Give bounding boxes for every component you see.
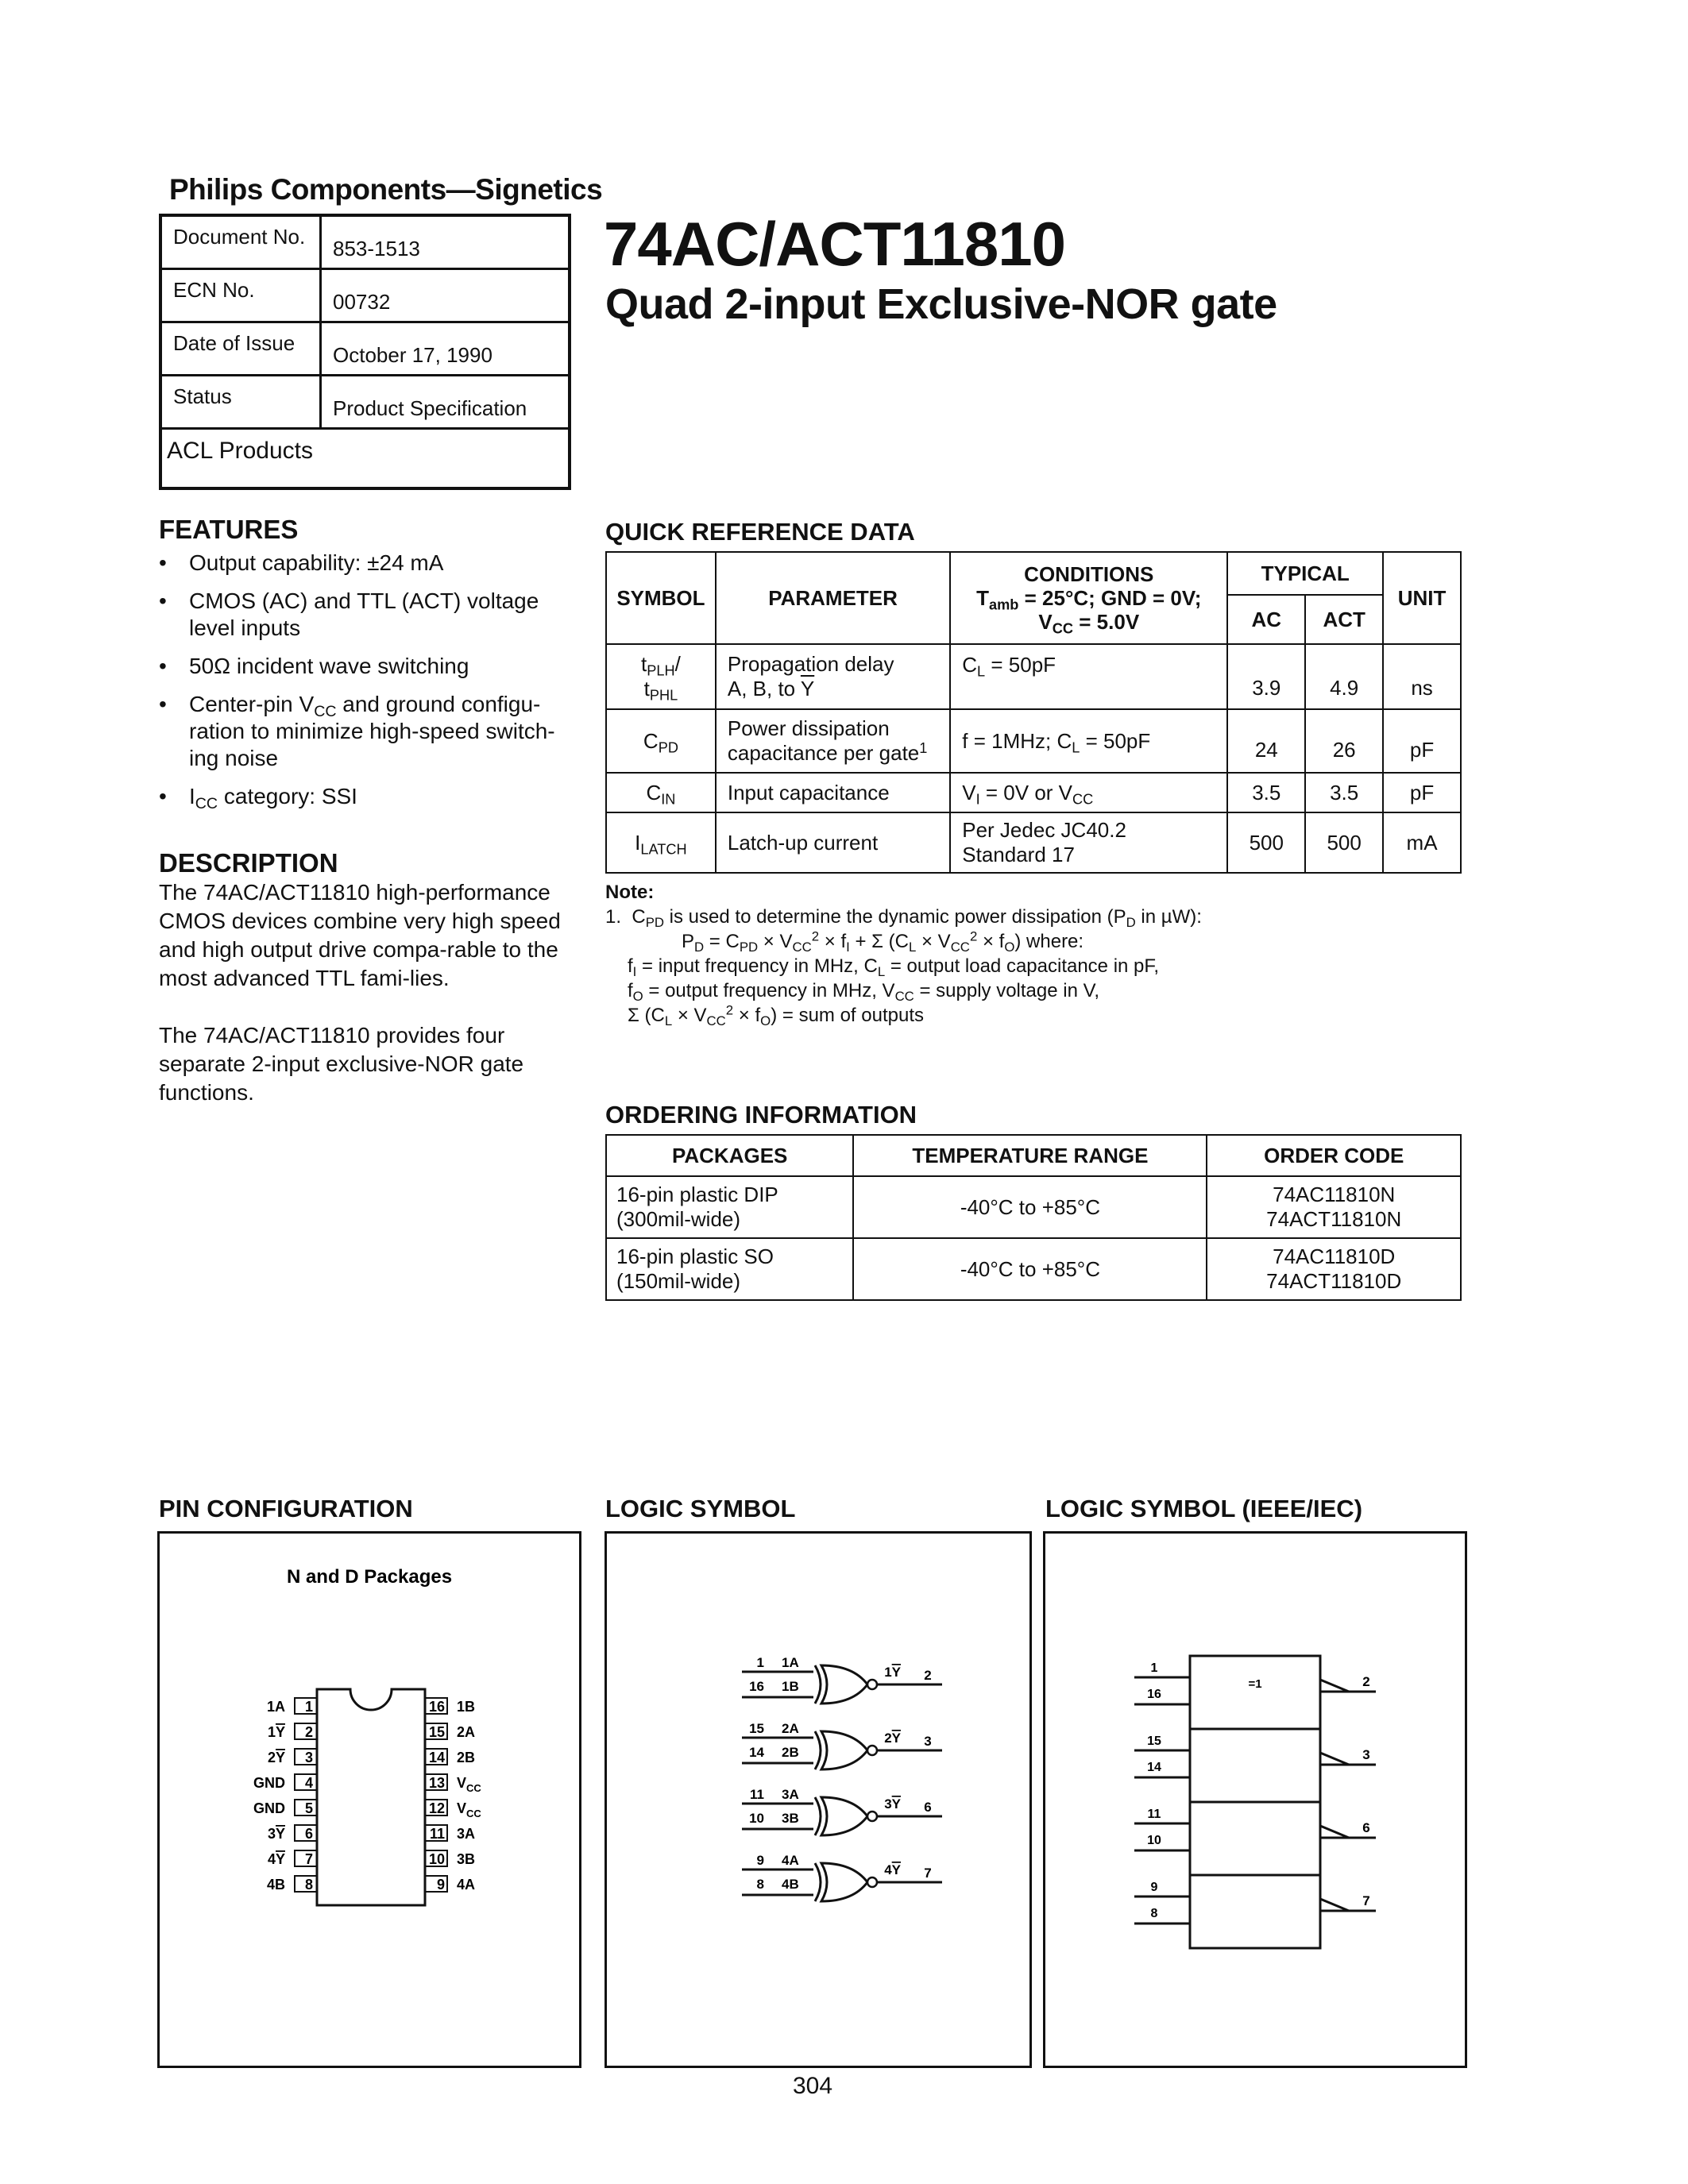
- conditions-cell: $V_I = 0V$ or $V_{CC}$: [950, 773, 1227, 812]
- part-description-title: Quad 2-input Exclusive-NOR gate: [605, 280, 1277, 328]
- output-name: 4Y: [884, 1862, 901, 1877]
- pin-number: 9: [436, 1877, 445, 1893]
- note-formula: $P_D = C_{PD} \times V_{CC}^2 \times f_I + \Sigma$ $(C_L \times V_{CC}^2 \times f_O)$ where:: [682, 928, 1084, 955]
- doc-value: 853-1513: [321, 215, 570, 269]
- product-line: ACL Products: [160, 429, 570, 489]
- ordering-heading: ORDERING INFORMATION: [605, 1101, 917, 1129]
- doc-row: [160, 429, 570, 489]
- output-name: 1Y: [884, 1665, 901, 1680]
- pin-number: 15: [749, 1721, 764, 1736]
- description-section: [159, 848, 588, 1136]
- col-header-order-code: ORDER CODE: [1207, 1135, 1461, 1176]
- inversion-bubble: [867, 1877, 877, 1887]
- pin-number: 10: [1147, 1834, 1161, 1847]
- pin-number: 11: [750, 1787, 764, 1802]
- col-header-packages: PACKAGES: [606, 1135, 853, 1176]
- unit-value: pF: [1383, 709, 1461, 773]
- pin-number: 8: [304, 1877, 313, 1893]
- doc-value: October 17, 1990: [321, 322, 570, 376]
- pin-number: 16: [749, 1679, 764, 1694]
- xor-curve: [815, 1863, 821, 1901]
- gate-box: [1190, 1875, 1320, 1948]
- pin-number: 6: [924, 1800, 932, 1815]
- iec-gate-block: [1134, 1729, 1376, 1802]
- description-heading: DESCRIPTION: [159, 848, 338, 878]
- package-cell: 16-pin plastic DIP (300mil-wide): [606, 1176, 853, 1238]
- company-name: Philips Components—Signetics: [169, 173, 603, 206]
- pin-number: 13: [428, 1775, 445, 1791]
- pin-number: 6: [304, 1826, 313, 1842]
- feature-item: • $I_{CC}$ category: SSI: [159, 784, 357, 812]
- iec-gate-block: [1134, 1875, 1376, 1948]
- input-name: 1A: [782, 1655, 799, 1670]
- symbol-cell: $t_{PLH}/$ $t_{PHL}$: [606, 644, 716, 709]
- logic-symbol-iec-diagram: [1043, 1531, 1467, 2068]
- parameter-cell: Power dissipation capacitance per gate$^1$: [716, 709, 950, 773]
- pin-name: 3Y: [267, 1826, 285, 1842]
- pin-name: 4A: [457, 1877, 476, 1893]
- bullet-icon: •: [159, 784, 167, 808]
- ac-value: 24: [1227, 709, 1305, 773]
- doc-row: [160, 376, 570, 429]
- pin-name: 4Y: [267, 1851, 285, 1867]
- table-row: [606, 1176, 1461, 1238]
- doc-row: [160, 215, 570, 269]
- logic-symbol-diagram: [605, 1531, 1032, 2068]
- pin-number: 3: [1362, 1747, 1370, 1762]
- xnor-gates-diagram: [607, 1534, 1029, 2066]
- note-heading: Note:: [605, 882, 655, 903]
- order-code-cell: 74AC11810D 74ACT11810D: [1207, 1238, 1461, 1300]
- bullet-icon: •: [159, 550, 167, 575]
- input-name: 3B: [782, 1811, 799, 1826]
- xnor-function-label: =1: [1248, 1677, 1262, 1691]
- description-paragraph: The 74AC/ACT11810 provides four separate 2-input exclusive-NOR gate functions.: [159, 1023, 524, 1105]
- input-name: 4A: [782, 1853, 799, 1868]
- dip-package-diagram: [160, 1534, 579, 2066]
- parameter-cell: Input capacitance: [716, 773, 950, 812]
- ac-value: 3.5: [1227, 773, 1305, 812]
- pin-number: 15: [1147, 1734, 1161, 1748]
- pin-number: 7: [1362, 1893, 1370, 1908]
- pin-name: 2A: [457, 1724, 476, 1740]
- table-row: [606, 1238, 1461, 1300]
- col-header-symbol: SYMBOL: [606, 552, 716, 644]
- pin-number: 11: [1147, 1808, 1161, 1821]
- pin-configuration-heading: PIN CONFIGURATION: [159, 1495, 413, 1522]
- act-value: 26: [1305, 709, 1383, 773]
- col-header-temperature: TEMPERATURE RANGE: [853, 1135, 1207, 1176]
- inversion-bubble: [867, 1812, 877, 1821]
- doc-label: ECN No.: [160, 269, 321, 322]
- pin-number: 11: [429, 1826, 445, 1842]
- col-header-parameter: PARAMETER: [716, 552, 950, 644]
- note-definition: $f_O$ = output frequency in MHz, $V_{CC}$ = supply voltage in V,: [628, 980, 1100, 1005]
- pin-number: 12: [428, 1800, 445, 1816]
- pin-number: 2: [924, 1668, 932, 1683]
- output-name: 2Y: [884, 1731, 901, 1746]
- temperature-cell: -40°C to +85°C: [853, 1238, 1207, 1300]
- table-row: [606, 644, 1461, 709]
- bullet-icon: •: [159, 654, 167, 678]
- pin-configuration-diagram: [157, 1531, 581, 2068]
- xnor-gate: [742, 1721, 942, 1769]
- quick-reference-heading: QUICK REFERENCE DATA: [605, 518, 915, 546]
- symbol-cell: $I_{LATCH}$: [606, 812, 716, 873]
- feature-item: • CMOS (AC) and TTL (ACT) voltage level inputs: [159, 588, 539, 640]
- ic-body: [317, 1689, 425, 1905]
- features-heading: FEATURES: [159, 515, 299, 544]
- input-name: 2B: [782, 1745, 799, 1760]
- col-header-typical: TYPICAL: [1227, 552, 1383, 595]
- pin-number: 9: [756, 1853, 764, 1868]
- doc-row: [160, 269, 570, 322]
- description-paragraph: The 74AC/ACT11810 high-performance CMOS devices combine very high speed and high output drive compa-rable to the most advanced TTL fami-lies.: [159, 880, 561, 990]
- col-header-unit: UNIT: [1383, 552, 1461, 644]
- page-number: 304: [792, 2073, 833, 2099]
- act-value: 3.5: [1305, 773, 1383, 812]
- conditions-cell: Per Jedec JC40.2 Standard 17: [950, 812, 1227, 873]
- parameter-cell: Propagation delay A, B, to $\overline{Y}$: [716, 644, 950, 709]
- pin-number: 3: [304, 1750, 313, 1765]
- pin-number: 7: [304, 1851, 313, 1867]
- ordering-table: [605, 1134, 1462, 1301]
- gate-box: [1190, 1656, 1320, 1729]
- ac-value: 500: [1227, 812, 1305, 873]
- inversion-bubble: [867, 1680, 877, 1689]
- xor-curve: [815, 1797, 821, 1835]
- pin-number: 8: [1150, 1907, 1158, 1920]
- pin-number: 9: [1150, 1881, 1158, 1894]
- pin-number: 1: [756, 1655, 764, 1670]
- doc-label: Document No.: [160, 215, 321, 269]
- pin-number: 10: [428, 1851, 445, 1867]
- part-number-title: 74AC/ACT11810: [604, 209, 1065, 279]
- iec-gate-block: [1134, 1802, 1376, 1875]
- or-body: [821, 1731, 867, 1769]
- conditions-cell: $C_L = 50pF$: [950, 644, 1227, 709]
- doc-value: 00732: [321, 269, 570, 322]
- table-row: [606, 812, 1461, 873]
- note-definition: Σ $(C_L \times V_{CC}^2 \times f_O)$ = sum of outputs: [628, 1002, 924, 1029]
- gate-box: [1190, 1729, 1320, 1802]
- pin-name: $V_{CC}$: [457, 1775, 481, 1794]
- pin-name: 2B: [457, 1750, 476, 1765]
- col-header-conditions: CONDITIONS $T_{amb} = 25^\circ C$; GND = 0V; $V_{CC} = 5.0V$: [950, 552, 1227, 644]
- note-line: 1. $C_{PD}$ is used to determine the dynamic power dissipation ($P_D$ in µW):: [605, 906, 1202, 931]
- document-info-table: [159, 214, 571, 490]
- pin-number: 4: [304, 1775, 313, 1791]
- conditions-cell: f = 1MHz; $C_L = 50pF$: [950, 709, 1227, 773]
- pin-number: 14: [428, 1750, 445, 1765]
- pin-name: $V_{CC}$: [457, 1800, 481, 1819]
- output-name: 3Y: [884, 1796, 901, 1812]
- iec-block-diagram: [1045, 1534, 1465, 2066]
- input-name: 3A: [782, 1787, 799, 1802]
- or-body: [821, 1863, 867, 1901]
- bullet-icon: •: [159, 588, 167, 613]
- pin-name: 1Y: [267, 1724, 285, 1740]
- symbol-cell: $C_{IN}$: [606, 773, 716, 812]
- pin-name: 3A: [457, 1826, 476, 1842]
- col-header-act: ACT: [1305, 595, 1383, 644]
- xor-curve: [815, 1665, 821, 1704]
- inversion-bubble: [867, 1746, 877, 1755]
- pin-number: 14: [1147, 1761, 1161, 1774]
- doc-value: Product Specification: [321, 376, 570, 429]
- xor-curve: [815, 1731, 821, 1769]
- pin-number: 7: [924, 1866, 932, 1881]
- unit-value: pF: [1383, 773, 1461, 812]
- unit-value: mA: [1383, 812, 1461, 873]
- input-name: 4B: [782, 1877, 799, 1892]
- unit-value: ns: [1383, 644, 1461, 709]
- pin-name: 1A: [266, 1699, 285, 1715]
- pin-number: 16: [428, 1699, 445, 1715]
- act-value: 500: [1305, 812, 1383, 873]
- pin-name: GND: [253, 1775, 285, 1791]
- pin-name: 4B: [266, 1877, 285, 1893]
- features-list: [159, 550, 580, 810]
- logic-symbol-iec-heading: LOGIC SYMBOL (IEEE/IEC): [1045, 1495, 1363, 1522]
- feature-item: • 50Ω incident wave switching: [159, 654, 469, 678]
- doc-label: Status: [160, 376, 321, 429]
- package-cell: 16-pin plastic SO (150mil-wide): [606, 1238, 853, 1300]
- doc-row: [160, 322, 570, 376]
- pin-number: 3: [924, 1734, 932, 1749]
- input-name: 2A: [782, 1721, 799, 1736]
- doc-label: Date of Issue: [160, 322, 321, 376]
- pin-number: 2: [1362, 1674, 1370, 1689]
- pin-name: 1B: [457, 1699, 476, 1715]
- col-header-ac: AC: [1227, 595, 1305, 644]
- pin-number: 2: [304, 1724, 313, 1740]
- features-section: [159, 515, 580, 821]
- act-value: 4.9: [1305, 644, 1383, 709]
- feature-item: • Output capability: ±24 mA: [159, 550, 444, 575]
- symbol-cell: $C_{PD}$: [606, 709, 716, 773]
- pin-number: 1: [304, 1699, 313, 1715]
- package-label: N and D Packages: [286, 1566, 453, 1588]
- xnor-gate: [742, 1853, 942, 1901]
- order-code-cell: 74AC11810N 74ACT11810N: [1207, 1176, 1461, 1238]
- pin-number: 10: [749, 1811, 764, 1826]
- input-name: 1B: [782, 1679, 799, 1694]
- iec-gate-block: [1134, 1656, 1376, 1729]
- table-row: [606, 773, 1461, 812]
- pin-number: 5: [304, 1800, 313, 1816]
- note-definition: $f_I$ = input frequency in MHz, $C_L$ = output load capacitance in pF,: [628, 955, 1160, 980]
- logic-symbol-heading: LOGIC SYMBOL: [605, 1495, 796, 1522]
- bullet-icon: •: [159, 692, 167, 716]
- feature-item: • Center-pin $V_{CC}$ and ground configu-ration to minimize high-speed switch-ing noise: [159, 692, 555, 770]
- pin-number: 14: [749, 1745, 764, 1760]
- xnor-gate: [742, 1787, 942, 1835]
- note-section: [605, 880, 1202, 1028]
- or-body: [821, 1797, 867, 1835]
- xnor-gate: [742, 1655, 942, 1704]
- pin-number: 1: [1150, 1661, 1158, 1675]
- pin-name: 2Y: [267, 1750, 285, 1765]
- temperature-cell: -40°C to +85°C: [853, 1176, 1207, 1238]
- gate-box: [1190, 1802, 1320, 1875]
- pin-number: 15: [428, 1724, 445, 1740]
- pin-number: 16: [1147, 1688, 1161, 1701]
- parameter-cell: Latch-up current: [716, 812, 950, 873]
- or-body: [821, 1665, 867, 1704]
- pin-number: 8: [756, 1877, 764, 1892]
- pin-name: 3B: [457, 1851, 476, 1867]
- quick-reference-table: [605, 551, 1462, 874]
- table-row: [606, 709, 1461, 773]
- pin-name: GND: [253, 1800, 285, 1816]
- pin-number: 6: [1362, 1820, 1370, 1835]
- ac-value: 3.9: [1227, 644, 1305, 709]
